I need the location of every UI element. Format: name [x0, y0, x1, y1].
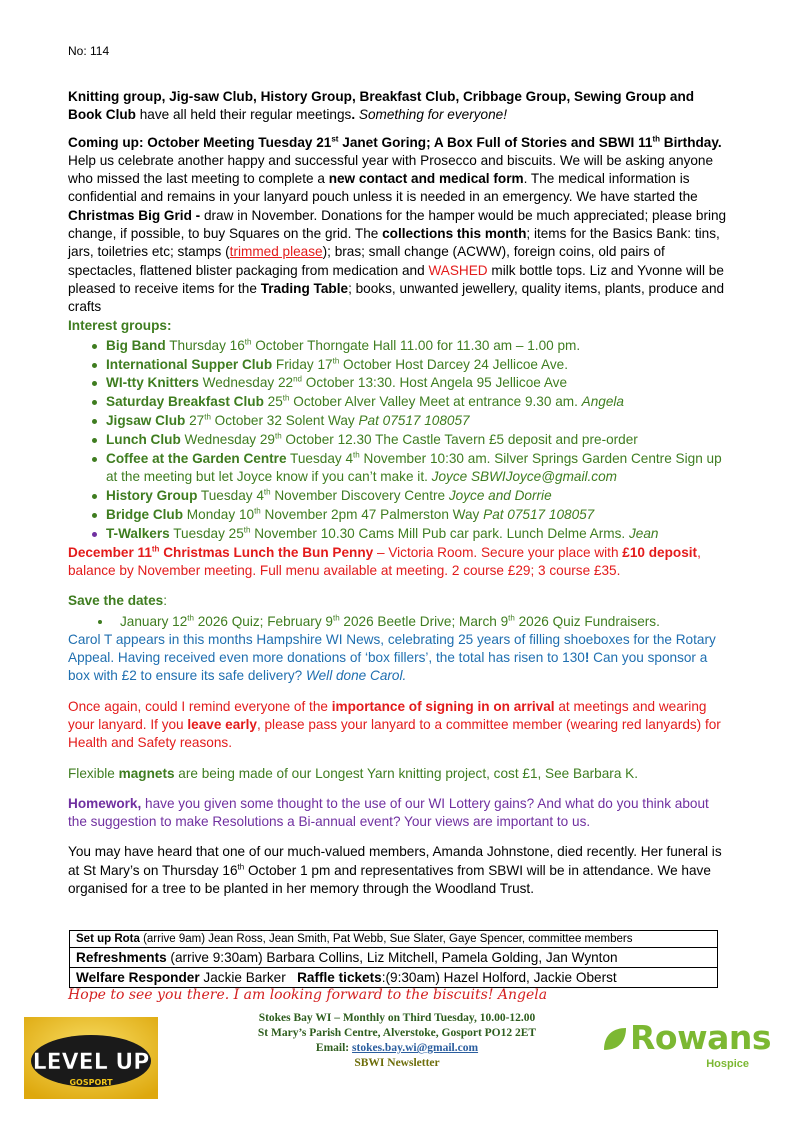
welfare-raffle-cell: Welfare Responder Jackie Barker Raffle tickets:(9:30am) Hazel Holford, Jackie Oberst	[70, 968, 718, 988]
save-dates-title: Save the dates:	[68, 593, 167, 609]
interest-group-item: History Group Tuesday 4th November Discovery Centre Joyce and Dorrie	[106, 487, 728, 506]
footer-meeting-info: Stokes Bay WI – Monthly on Third Tuesday, 10.00-12.00	[258, 1012, 536, 1024]
signoff-handwriting: Hope to see you there. I am looking forward to the biscuits! Angela	[68, 987, 548, 1003]
intro-groups: Knitting group, Jig-saw Club, History Group, Breakfast Club, Cribbage Group, Sewing Group and Book Club	[68, 89, 695, 123]
table-row	[70, 931, 718, 948]
refreshments-cell: Refreshments (arrive 9:30am) Barbara Collins, Liz Mitchell, Pamela Golding, Jan Wynton	[70, 948, 718, 968]
intro-paragraph: Knitting group, Jig-saw Club, History Group, Breakfast Club, Cribbage Group, Sewing Group and Book Club have all held their regular meetings. Something for everyone!	[68, 89, 695, 123]
footer-address: St Mary’s Parish Centre, Alverstoke, Gosport PO12 2ET	[257, 1027, 537, 1039]
leaf-icon	[600, 1024, 630, 1054]
rowans-subtitle: Hospice	[706, 1058, 749, 1070]
interest-group-item: Bridge Club Monday 10th November 2pm 47 Palmerston Way Pat 07517 108057	[106, 506, 728, 525]
setup-rota-cell: Set up Rota (arrive 9am) Jean Ross, Jean Smith, Pat Webb, Sue Slater, Gaye Spencer, committee members	[70, 931, 718, 948]
interest-group-item: Big Band Thursday 16th October Thorngate Hall 11.00 for 11.30 am – 1.00 pm.	[106, 337, 728, 356]
interest-groups-list	[68, 337, 728, 544]
svg-text:GOSPORT: GOSPORT	[69, 1078, 113, 1087]
newsletter-body	[68, 88, 728, 898]
svg-text:LEVEL UP: LEVEL UP	[32, 1050, 150, 1075]
table-row	[70, 948, 718, 968]
rowans-name: Rowans	[630, 1018, 771, 1057]
email-link[interactable]: stokes.bay.wi@gmail.com	[352, 1042, 479, 1054]
christmas-lunch-paragraph: December 11th Christmas Lunch the Bun Penny – Victoria Room. Secure your place with £10 deposit, balance by November meeting. Full menu available at meeting. 2 course £29; 3 course £35.	[68, 544, 701, 578]
interest-group-item: Coffee at the Garden Centre Tuesday 4th November 10:30 am. Silver Springs Garden Centre Sign up at the meeting but let Joyce know if you can’t make it. Joyce SBWIJoyce@gmail.com	[106, 450, 728, 488]
coming-up-paragraph: Coming up: October Meeting Tuesday 21st Janet Goring; A Box Full of Stories and SBWI 11th Birthday. Help us celebrate another happy and successful year with Prosecco and biscuits. We will be asking anyone who missed the last meeting to complete a new contact and medical form. The medical information is confidential and remains in your lanyard pouch unless it is needed in an emergency. We have started the Christmas Big Grid - draw in November. Donations for the hamper would be much appreciated; please bring change, if possible, to buy Squares on the grid. The collections this month; items for the Basics Bank: tins, jars, toiletries etc; stamps (trimmed please); bras; small change (ACWW), foreign coins, old pairs of spectacles, flattened blister packaging from medication and WASHED milk bottle tops. Liz and Yvonne will be pleased to receive items for the Trading Table; books, unwanted jewellery, quality items, plants, produce and crafts	[68, 134, 727, 315]
footer-newsletter-label: SBWI Newsletter	[354, 1057, 440, 1069]
table-row	[70, 968, 718, 988]
memorial-paragraph: You may have heard that one of our much-valued members, Amanda Johnstone, died recently. Her funeral is at St Mary’s on Thursday 16th October 1 pm and representatives from SBWI will be in attendance. We have organised for a tree to be planted in her memory through the Woodland Trust.	[68, 844, 722, 897]
issue-number: No: 114	[68, 44, 110, 58]
carol-paragraph: Carol T appears in this months Hampshire WI News, celebrating 25 years of filling shoeboxes for the Rotary Appeal. Having received even more donations of ‘box fillers’, the total has risen to 130! Can you sponsor a box with £2 to ensure its safe delivery? Well done Carol.	[68, 631, 716, 684]
intro-tagline: Something for everyone!	[358, 107, 507, 123]
rota-table	[69, 930, 718, 988]
interest-group-item: WI-tty Knitters Wednesday 22nd October 13:30. Host Angela 95 Jellicoe Ave	[106, 374, 728, 393]
interest-group-item: Jigsaw Club 27th October 32 Solent Way Pat 07517 108057	[106, 412, 728, 431]
rowans-hospice-logo	[600, 1018, 771, 1078]
interest-group-item: International Supper Club Friday 17th October Host Darcey 24 Jellicoe Ave.	[106, 356, 728, 375]
list-item: January 12th 2026 Quiz; February 9th 2026 Beetle Drive; March 9th 2026 Quiz Fundraisers.	[120, 613, 728, 631]
signing-in-paragraph: Once again, could I remind everyone of the importance of signing in on arrival at meetings and wearing your lanyard. If you leave early, please pass your lanyard to a committee member (wearing red lanyards) for Health and Safety reasons.	[68, 698, 721, 751]
trimmed-please-note: trimmed please	[229, 244, 323, 260]
coming-up-heading: Coming up: October Meeting Tuesday 21st Janet Goring; A Box Full of Stories and SBWI 11th Birthday.	[68, 134, 722, 150]
homework-paragraph: Homework, have you given some thought to the use of our WI Lottery gains? And what do you think about the suggestion to make Resolutions a Bi-annual event? Your views are important to us.	[68, 795, 709, 830]
save-dates-list	[68, 613, 728, 631]
magnets-paragraph: Flexible magnets are being made of our Longest Yarn knitting project, cost £1, See Barbara K.	[68, 765, 639, 781]
interest-groups-title: Interest groups:	[68, 317, 172, 333]
interest-group-item: Saturday Breakfast Club 25th October Alver Valley Meet at entrance 9.30 am. Angela	[106, 393, 728, 412]
interest-group-item: T-Walkers Tuesday 25th November 10.30 Cams Mill Pub car park. Lunch Delme Arms. Jean	[106, 525, 728, 544]
interest-group-item: Lunch Club Wednesday 29th October 12.30 The Castle Tavern £5 deposit and pre-order	[106, 431, 728, 450]
footer-email-line: Email: stokes.bay.wi@gmail.com	[315, 1042, 479, 1054]
